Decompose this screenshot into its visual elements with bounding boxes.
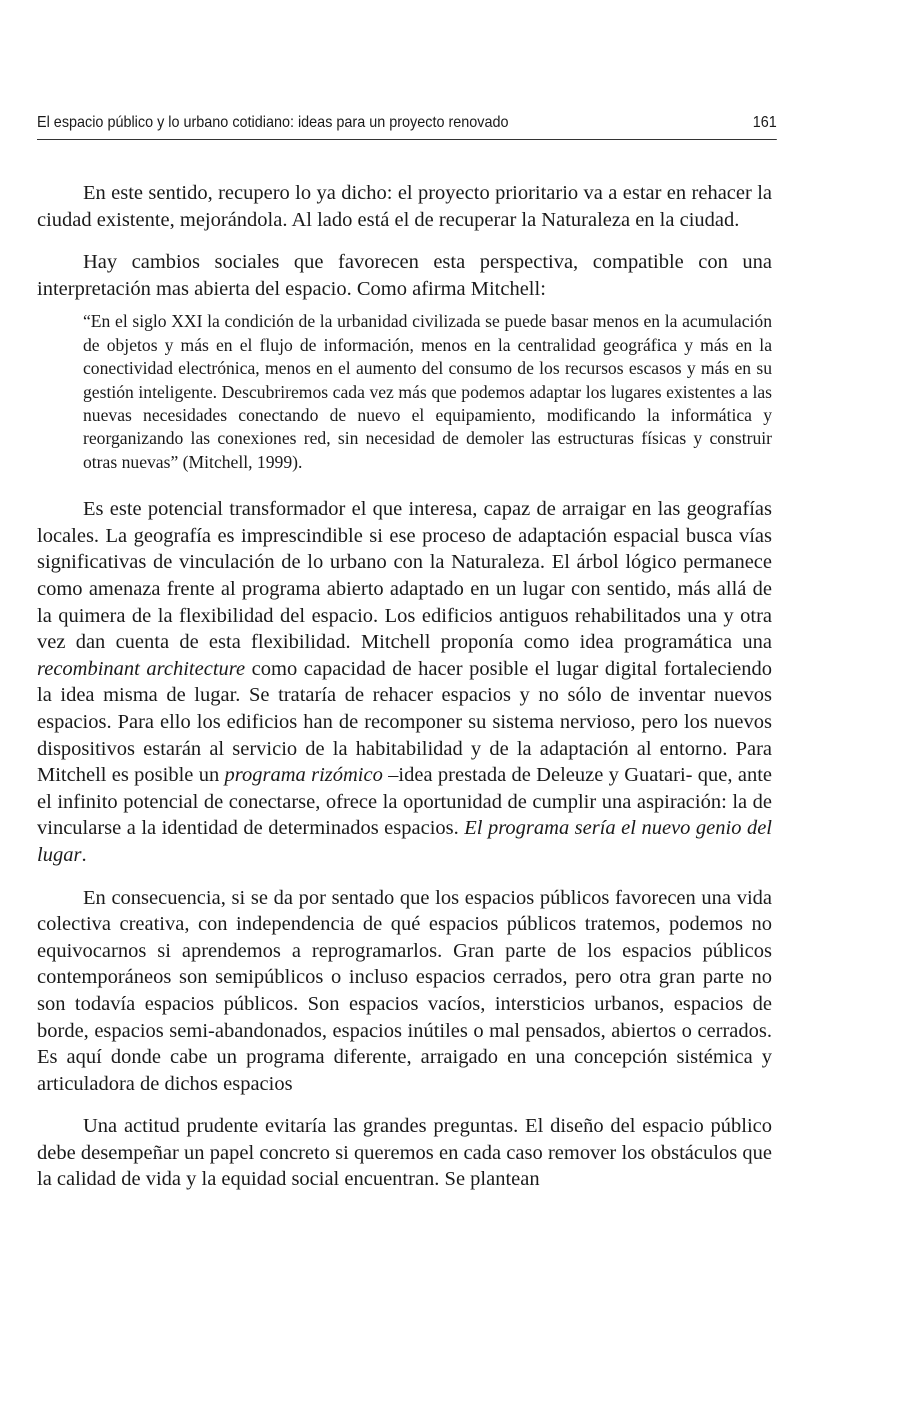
paragraph-3-text-4: .	[81, 843, 87, 866]
paragraph-3-text-2: como capacidad de hacer posible el lugar digital fortaleciendo la idea misma de lugar. Se trataría de rehacer espacios y no sólo de inventar nuevos espacios. Para ello los edificios han de recomponer su sistema nervioso, pero los nuevos dispositivos estarán al servicio de la habitabilidad y de la adaptación al entorno. Para Mitchell es posible un	[37, 657, 772, 787]
paragraph-5: Una actitud prudente evitaría las grandes preguntas. El diseño del espacio público debe desempeñar un papel concreto si queremos en cada caso remover los obstáculos que la calidad de vida y la equidad social encuentran. Se plantean	[37, 1115, 772, 1191]
italic-recombinant-architecture: recombinant architecture	[37, 657, 246, 680]
italic-genio-del-lugar: El programa sería el nuevo genio del lugar	[37, 817, 772, 866]
paragraph-3	[37, 496, 772, 868]
body-text	[37, 180, 772, 1193]
paragraph-3-text-3: –idea prestada de Deleuze y Guatari- que, ante el infinito potencial de conectarse, ofrece la oportunidad de cumplir una aspiración: la de vincularse a la identidad de determinados espacios.	[37, 764, 772, 840]
paragraph-1: En este sentido, recupero lo ya dicho: el proyecto prioritario va a estar en rehacer la ciudad existente, mejorándola. Al lado está el de recuperar la Naturaleza en la ciudad.	[37, 182, 772, 231]
page-number: 161	[752, 114, 777, 131]
italic-programa-rizomico: programa rizómico	[224, 764, 383, 787]
header-title: El espacio público y lo urbano cotidiano: ideas para un proyecto renovado	[37, 114, 509, 131]
paragraph-2: Hay cambios sociales que favorecen esta perspectiva, compatible con una interpretación mas abierta del espacio. Como afirma Mitchell:	[37, 251, 772, 300]
block-quote: “En el siglo XXI la condición de la urbanidad civilizada se puede basar menos en la acumulación de objetos y más en el flujo de información, menos en la centralidad geográfica y más en la conectividad electrónica, menos en el aumento del consumo de los recursos escasos y más en su gestión inteligente. Descubriremos cada vez más que podemos adaptar los lugares existentes a las nuevas necesidades conectando de nuevo el equipamiento, modificando la informática y reorganizando las conexiones red, sin necesidad de demoler las estructuras físicas y construir otras nuevas” (Mitchell, 1999).	[83, 311, 772, 472]
paragraph-4: En consecuencia, si se da por sentado que los espacios públicos favorecen una vida colectiva creativa, con independencia de qué espacios públicos tratemos, podemos no equivocarnos si aprendemos a reprogramarlos. Gran parte de los espacios públicos contemporáneos son semipúblicos o incluso espacios cerrados, pero otra gran parte no son todavía espacios públicos. Son espacios vacíos, intersticios urbanos, espacios de borde, espacios semi-abandonados, espacios inútiles o mal pensados, abiertos o cerrados. Es aquí donde cabe un programa diferente, arraigado en una concepción sistémica y articuladora de dichos espacios	[37, 886, 772, 1095]
paragraph-3-text-1: Es este potencial transformador el que interesa, capaz de arraigar en las geografías locales. La geografía es imprescindible si ese proceso de adaptación espacial busca vías significativas de vinculación de lo urbano con la Naturaleza. El árbol lógico permanece como amenaza frente al programa abierto adaptado en un lugar con sentido, más allá de la quimera de la flexibilidad del espacio. Los edificios antiguos rehabilitados una y otra vez dan cuenta de esta flexibilidad. Mitchell proponía como idea programática una	[37, 498, 772, 654]
running-header	[37, 113, 777, 140]
